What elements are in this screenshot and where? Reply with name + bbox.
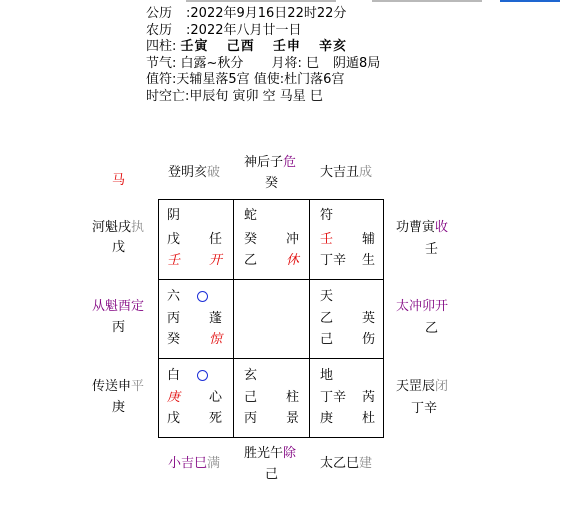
left-mid-branch: 从魁酉定 <box>92 299 145 314</box>
palace-star: 心 <box>209 390 223 405</box>
palace-earth-stem: 丙 <box>244 411 258 426</box>
palace-door: 死 <box>209 411 223 426</box>
jieqi-line: 节气: 白露~秋分 月将: 巳 阴遁8局 <box>146 55 381 71</box>
top-center-branch: 神后子危 <box>244 155 297 170</box>
palace-god: 玄 <box>244 368 258 383</box>
palace-god: 符 <box>320 208 334 223</box>
grid-line <box>309 199 310 438</box>
bottom-right-branch: 太乙巳建 <box>320 456 373 471</box>
palace-heaven-stem: 丁辛 <box>320 390 347 405</box>
palace-star: 柱 <box>286 390 300 405</box>
bottom-left-branch: 小吉巳满 <box>168 456 221 471</box>
palace-star: 辅 <box>362 232 376 247</box>
palace-god: 白 <box>167 368 181 383</box>
palace-god: 地 <box>320 368 334 383</box>
top-edge-bar <box>186 0 336 2</box>
grid-line <box>233 199 234 438</box>
palace-heaven-stem: 戊 <box>167 232 181 247</box>
shikongwang-line: 时空亡:甲辰旬 寅卯 空 马星 巳 <box>146 88 323 104</box>
top-right-branch: 大吉丑成 <box>320 165 373 180</box>
grid-line <box>158 279 384 280</box>
palace-door: 景 <box>286 411 300 426</box>
month-pillar: 己酉 <box>226 39 255 54</box>
left-top-branch: 河魁戌执 <box>92 220 145 235</box>
sizhu-line: 四柱: 壬寅 己酉 壬申 辛亥 <box>146 39 348 54</box>
hour-pillar: 辛亥 <box>319 39 348 54</box>
palace-earth-stem: 戊 <box>167 411 181 426</box>
horse-star-label: 马 <box>112 173 126 188</box>
empty-circle-icon <box>197 291 208 302</box>
palace-god: 六 <box>167 289 181 304</box>
left-top-stem: 戊 <box>112 240 126 255</box>
palace-earth-stem: 己 <box>320 332 334 347</box>
palace-heaven-stem: 癸 <box>244 232 258 247</box>
zhifu-line: 值符:天辅星落5宫 值使:杜门落6宫 <box>146 72 345 87</box>
palace-god: 蛇 <box>244 208 258 223</box>
palace-earth-stem: 壬 <box>167 253 181 268</box>
palace-star: 芮 <box>362 390 376 405</box>
right-top-stem: 壬 <box>425 242 439 257</box>
palace-star: 蓬 <box>209 311 223 326</box>
top-edge-bar <box>372 0 482 2</box>
left-bottom-branch: 传送申平 <box>92 379 145 394</box>
right-mid-stem: 乙 <box>425 321 439 336</box>
palace-heaven-stem: 庚 <box>167 390 181 405</box>
top-center-stem: 癸 <box>265 176 279 191</box>
right-bottom-branch: 天罡辰闭 <box>396 379 449 394</box>
nongli-line: 农历 :2022年八月廿一日 <box>146 22 302 38</box>
palace-star: 英 <box>362 311 376 326</box>
bottom-center-stem: 己 <box>265 467 279 482</box>
top-edge-bar-accent <box>500 0 560 2</box>
right-mid-branch: 太冲卯开 <box>396 299 449 314</box>
palace-door: 休 <box>286 253 300 268</box>
empty-circle-icon <box>197 370 208 381</box>
palace-earth-stem: 丁辛 <box>320 253 347 268</box>
palace-door: 惊 <box>209 332 223 347</box>
palace-heaven-stem: 乙 <box>320 311 334 326</box>
right-top-branch: 功曹寅收 <box>396 220 449 235</box>
left-mid-stem: 丙 <box>112 320 126 335</box>
palace-door: 伤 <box>362 332 376 347</box>
palace-star: 任 <box>209 232 223 247</box>
palace-heaven-stem: 壬 <box>320 232 334 247</box>
palace-door: 开 <box>209 253 223 268</box>
day-pillar: 壬申 <box>272 39 301 54</box>
top-left-branch: 登明亥破 <box>168 165 221 180</box>
year-pillar: 壬寅 <box>180 39 209 54</box>
palace-god: 天 <box>320 289 334 304</box>
palace-god: 阴 <box>167 208 181 223</box>
grid-line <box>158 358 384 359</box>
gongli-line: 公历 :2022年9月16日22时22分 <box>146 6 347 21</box>
header-info <box>146 6 380 105</box>
palace-earth-stem: 癸 <box>167 332 181 347</box>
bottom-center-branch: 胜光午除 <box>244 446 297 461</box>
palace-earth-stem: 乙 <box>244 253 258 268</box>
grid-border <box>158 199 384 438</box>
left-bottom-stem: 庚 <box>112 400 126 415</box>
palace-door: 杜 <box>362 411 376 426</box>
palace-heaven-stem: 丙 <box>167 311 181 326</box>
palace-door: 生 <box>362 253 376 268</box>
palace-earth-stem: 庚 <box>320 411 334 426</box>
right-bottom-stem: 丁辛 <box>411 401 438 416</box>
palace-heaven-stem: 己 <box>244 390 258 405</box>
palace-star: 冲 <box>286 232 300 247</box>
